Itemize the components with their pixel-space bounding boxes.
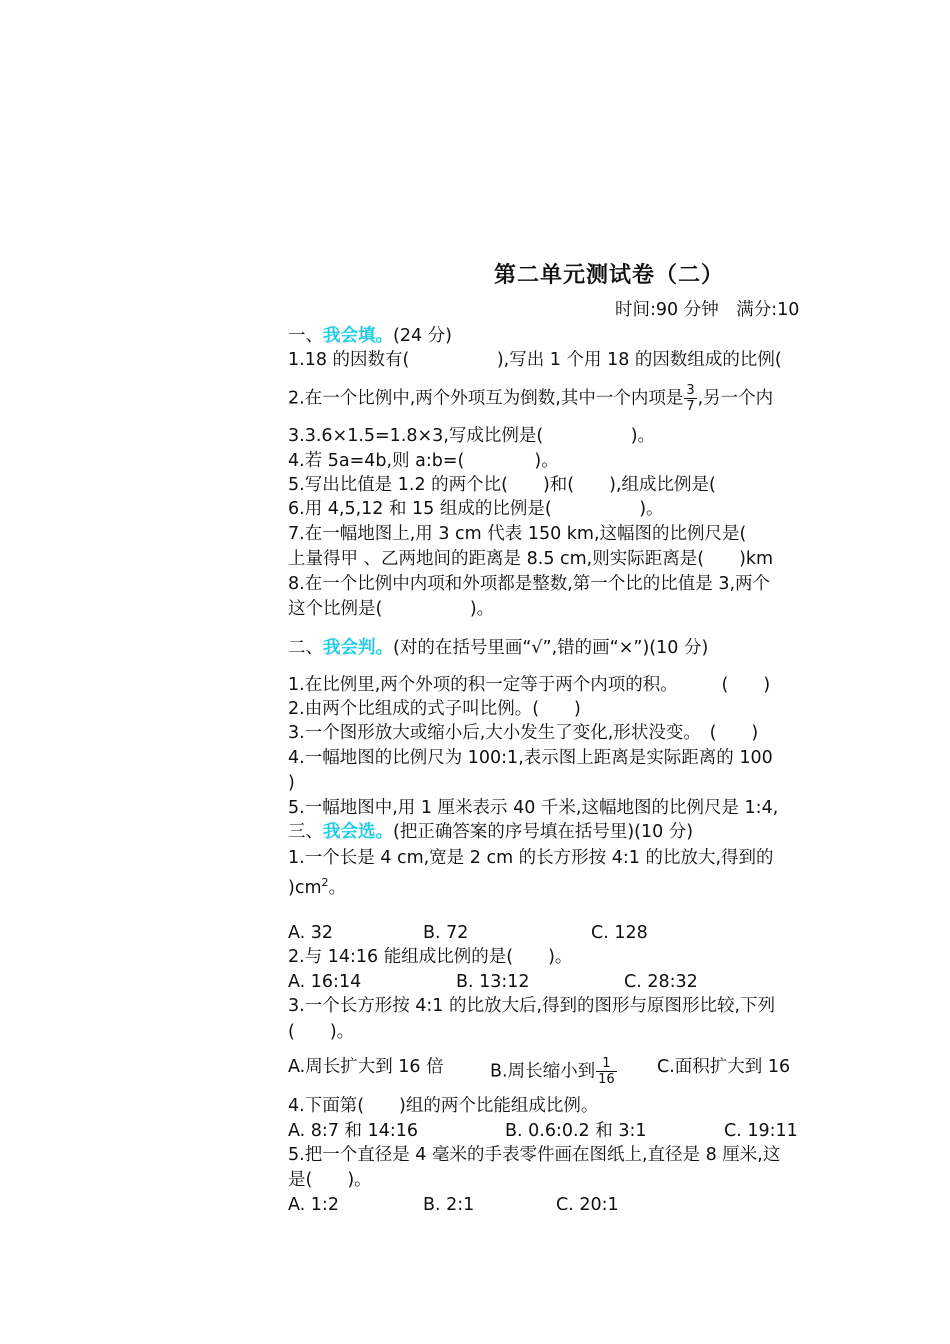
section-1-score: (24 分)	[393, 326, 452, 346]
fill-question-8-line-1: 8.在一个比例中内项和外项都是整数,第一个比的比值是 3,两个	[288, 574, 771, 594]
fill-question-3: 3.3.6×1.5=1.8×3,写成比例是( )。	[288, 426, 656, 446]
option-c: C. 28:32	[624, 972, 698, 992]
judge-question-4-line-1: 4.一幅地图的比例尺为 100:1,表示图上距离是实际距离的 100	[288, 748, 773, 768]
option-b: B. 0.6:0.2 和 3:1	[505, 1121, 647, 1141]
option-a: A.周长扩大到 16 倍	[288, 1057, 444, 1077]
page-title: 第二单元测试卷（二）	[494, 262, 725, 288]
fraction-three-sevenths	[684, 383, 696, 414]
fill-question-4: 4.若 5a=4b,则 a:b=( )。	[288, 451, 559, 471]
q1-end-mark: 。	[328, 877, 346, 898]
section-3-heading	[288, 821, 693, 843]
section-2-score: (对的在括号里画“√”,错的画“×”)(10 分)	[393, 638, 709, 658]
option-b	[490, 1056, 618, 1087]
choice-question-1-line-1: 1.一个长是 4 cm,宽是 2 cm 的长方形按 4:1 的比放大,得到的	[288, 848, 774, 868]
fill-question-7-line-1: 7.在一幅地图上,用 3 cm 代表 150 km,这幅图的比例尺是(	[288, 524, 747, 544]
option-a: A. 16:14	[288, 972, 362, 992]
fill-question-7-line-2: 上量得甲 、乙两地间的距离是 8.5 cm,则实际距离是( )km	[288, 549, 774, 569]
choice-question-3-line-1: 3.一个长方形按 4:1 的比放大后,得到的图形与原图形比较,下列	[288, 996, 776, 1016]
option-c: C. 128	[591, 923, 648, 943]
option-b: B. 2:1	[423, 1195, 475, 1210]
option-a: A. 32	[288, 923, 334, 943]
section-3-number: 三、	[288, 822, 323, 842]
section-2-heading	[288, 637, 708, 659]
choice-question-4: 4.下面第( )组的两个比能组成比例。	[288, 1096, 599, 1116]
fraction-numerator: 1	[596, 1056, 617, 1072]
judge-question-2: 2.由两个比组成的式子叫比例。( )	[288, 699, 581, 719]
choice-question-3-line-2: ( )。	[288, 1022, 355, 1042]
option-b-text: B.周长缩小到	[490, 1061, 596, 1082]
exam-content	[288, 250, 807, 1210]
fill-question-2	[288, 383, 773, 414]
fill-question-6: 6.用 4,5,12 和 15 组成的比例是( )。	[288, 499, 664, 519]
option-c: C. 19:11	[724, 1121, 798, 1141]
judge-question-5: 5.一幅地图中,用 1 厘米表示 40 千米,这幅地图的比例尺是 1:4,	[288, 798, 779, 818]
section-3-name: 我会选。	[323, 822, 393, 842]
fill-question-8-line-2: 这个比例是( )。	[288, 599, 495, 619]
section-2-name: 我会判。	[323, 638, 393, 658]
judge-question-4-line-2: )	[288, 773, 295, 793]
fraction-denominator: 16	[598, 1072, 615, 1087]
section-3-score: (把正确答案的序号填在括号里)(10 分)	[393, 822, 694, 842]
section-1-heading	[288, 325, 452, 347]
option-a: A. 8:7 和 14:16	[288, 1121, 419, 1141]
q2-text-start: 2.在一个比例中,两个外项互为倒数,其中一个内项是	[288, 388, 684, 409]
option-c: C.面积扩大到 16	[657, 1057, 791, 1077]
section-2-number: 二、	[288, 638, 323, 658]
fraction-one-sixteenth	[596, 1056, 617, 1087]
fill-question-5: 5.写出比值是 1.2 的两个比( )和( ),组成比例是(	[288, 475, 716, 495]
choice-question-5-line-1: 5.把一个直径是 4 毫米的手表零件画在图纸上,直径是 8 厘米,这	[288, 1145, 781, 1165]
judge-question-1: 1.在比例里,两个外项的积一定等于两个内项的积。 ( )	[288, 675, 771, 695]
choice-question-2: 2.与 14:16 能组成比例的是( )。	[288, 947, 573, 967]
section-1-name: 我会填。	[323, 326, 393, 346]
option-b: B. 13:12	[456, 972, 530, 992]
option-b: B. 72	[423, 923, 469, 943]
option-c: C. 20:1	[556, 1195, 619, 1210]
choice-question-5-line-2: 是( )。	[288, 1170, 372, 1190]
fraction-denominator: 7	[686, 399, 695, 414]
time-score-info: 时间:90 分钟 满分:10	[615, 300, 800, 320]
judge-question-3: 3.一个图形放大或缩小后,大小发生了变化,形状没变。 ( )	[288, 723, 759, 743]
choice-question-1-line-2	[288, 872, 346, 899]
fraction-numerator: 3	[686, 383, 695, 398]
option-a: A. 1:2	[288, 1195, 339, 1210]
square-superscript: 2	[321, 876, 329, 889]
fill-question-1: 1.18 的因数有( ),写出 1 个用 18 的因数组成的比例(	[288, 350, 782, 370]
q2-text-end: ,另一个内	[697, 388, 774, 409]
q1-unit-text: )cm	[288, 877, 322, 898]
section-1-number: 一、	[288, 326, 323, 346]
